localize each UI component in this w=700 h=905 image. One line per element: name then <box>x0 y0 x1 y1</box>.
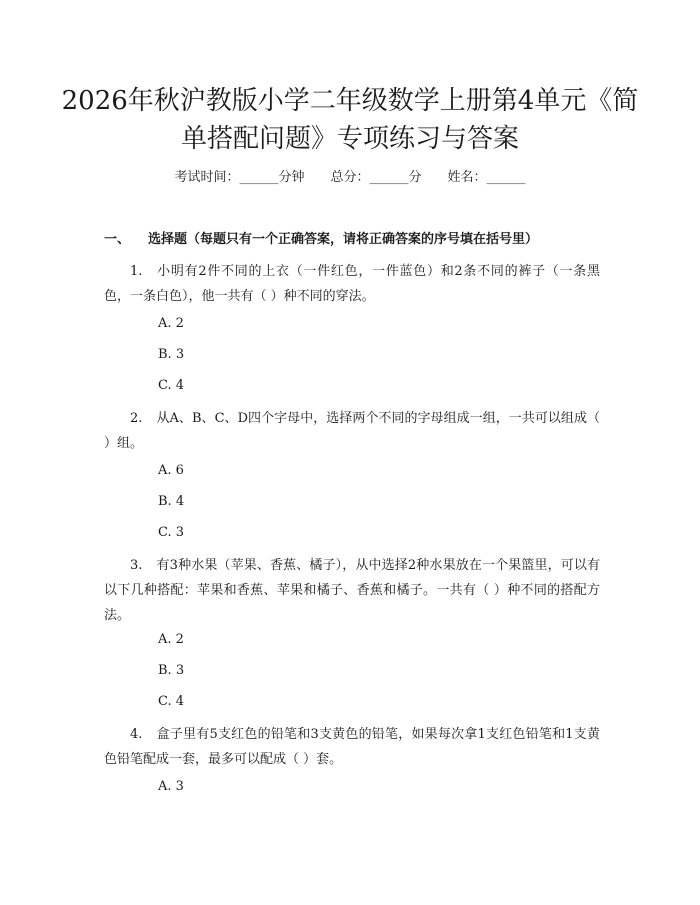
section-title: 选择题（每题只有一个正确答案，请将正确答案的序号填在括号里） <box>148 232 539 247</box>
question-3-option-c: C. 4 <box>158 694 185 709</box>
total-score-field: 总分：______分 <box>330 170 422 185</box>
question-number: 2. <box>130 411 143 426</box>
question-number: 4. <box>130 727 143 742</box>
exam-time-field: 考试时间：______分钟 <box>174 170 305 185</box>
question-2-option-a: A. 6 <box>158 463 184 478</box>
question-2-option-c: C. 3 <box>158 525 185 540</box>
question-text: 盒子里有5支红色的铅笔和3支黄色的铅笔，如果每次拿1支红色铅笔和1支黄色铅笔配成一套，最多可以配成（ ）套。 <box>104 727 600 767</box>
page-title: 2026年秋沪教版小学二年级数学上册第4单元《简单搭配问题》专项练习与答案 <box>61 86 639 154</box>
exam-info-line <box>0 168 700 188</box>
question-3-option-a: A. 2 <box>158 632 184 647</box>
question-4-option-a: A. 3 <box>158 779 184 794</box>
student-name-field: 姓名：______ <box>447 170 526 185</box>
question-number: 3. <box>130 558 143 573</box>
question-4-stem <box>104 722 600 772</box>
question-text: 从A、B、C、D四个字母中，选择两个不同的字母组成一组，一共可以组成（ ）组。 <box>104 411 600 451</box>
question-1-option-b: B. 3 <box>158 347 185 362</box>
question-1-option-c: C. 4 <box>158 378 185 393</box>
question-1-stem <box>104 259 600 309</box>
question-number: 1. <box>130 264 143 279</box>
question-text: 有3种水果（苹果、香蕉、橘子），从中选择2种水果放在一个果篮里，可以有以下几种搭配：苹果和香蕉、苹果和橘子、香蕉和橘子。一共有（ ）种不同的搭配方法。 <box>104 558 600 623</box>
section-number: 一、 <box>104 232 131 247</box>
question-2-stem <box>104 406 600 456</box>
question-3-stem <box>104 553 600 628</box>
question-3-option-b: B. 3 <box>158 663 185 678</box>
question-2-option-b: B. 4 <box>158 494 185 509</box>
question-text: 小明有2件不同的上衣（一件红色，一件蓝色）和2条不同的裤子（一条黑色，一条白色），他一共有（ ）种不同的穿法。 <box>104 264 600 304</box>
section-heading <box>104 230 538 250</box>
question-1-option-a: A. 2 <box>158 316 184 331</box>
